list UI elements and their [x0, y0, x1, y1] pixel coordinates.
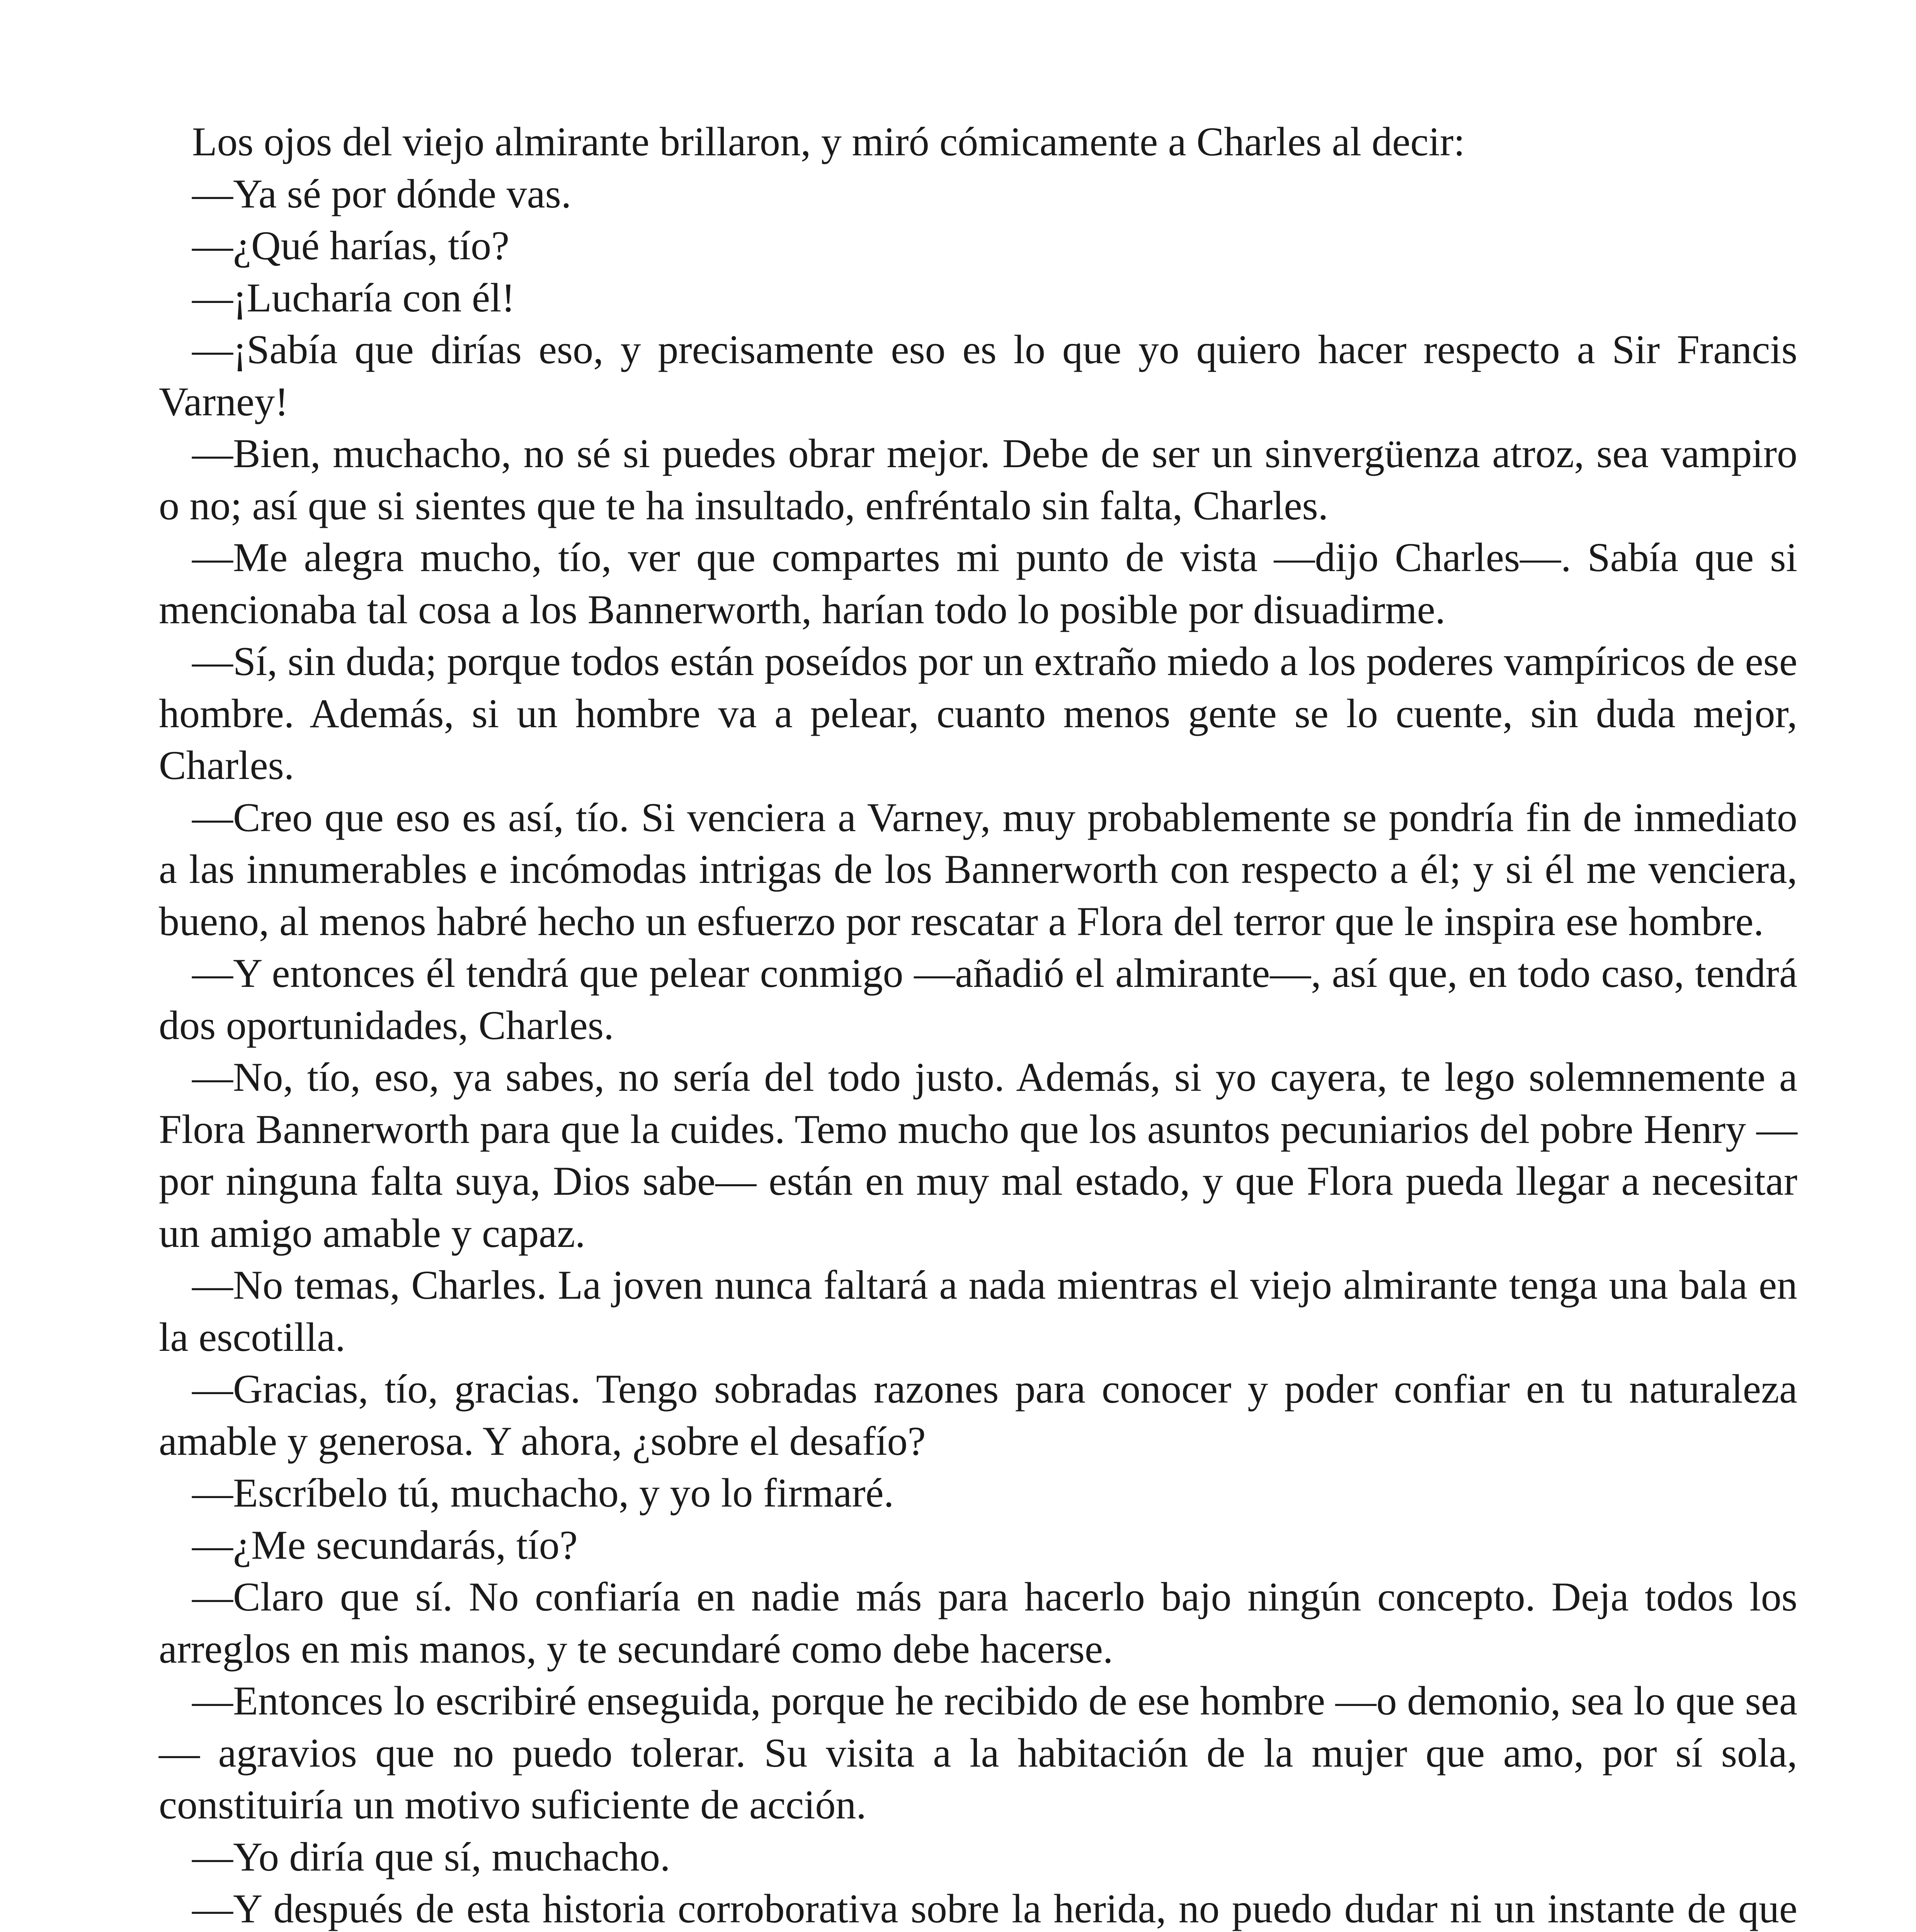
- paragraph: —Sí, sin duda; porque todos están poseídos por un extraño miedo a los poderes vampíricos de ese hombre. Además, si un hombre va a pelear, cuanto menos gente se lo cuente, sin duda mejor, Charles.: [159, 639, 1797, 788]
- paragraph: —Creo que eso es así, tío. Si venciera a Varney, muy probablemente se pondría fin de inmediato a las innumerables e incómodas intrigas de los Bannerworth con respecto a él; y si él me venciera, bueno, al menos habré hecho un esfuerzo por rescatar a Flora del terror que le inspira ese hombre.: [159, 794, 1797, 944]
- paragraph: —¿Qué harías, tío?: [192, 223, 510, 268]
- paragraph: —Escríbelo tú, muchacho, y yo lo firmaré.: [192, 1470, 894, 1515]
- paragraph: —Bien, muchacho, no sé si puedes obrar mejor. Debe de ser un sinvergüenza atroz, sea vampiro o no; así que si sientes que te ha insultado, enfréntalo sin falta, Charles.: [159, 431, 1797, 528]
- page-body: [159, 116, 1797, 1932]
- paragraph: —¡Lucharía con él!: [192, 275, 515, 320]
- paragraph: —No, tío, eso, ya sabes, no sería del todo justo. Además, si yo cayera, te lego solemnemente a Flora Bannerworth para que la cuides. Temo mucho que los asuntos pecuniarios del pobre Henry —por ninguna falta suya, Dios sabe— están en muy mal estado, y que Flora pueda llegar a necesitar un amigo amable y capaz.: [159, 1054, 1797, 1256]
- paragraph: —Me alegra mucho, tío, ver que compartes mi punto de vista —dijo Charles—. Sabía que si mencionaba tal cosa a los Bannerworth, harían todo lo posible por disuadirme.: [159, 535, 1797, 632]
- paragraph: —¡Sabía que dirías eso, y precisamente eso es lo que yo quiero hacer respecto a Sir Francis Varney!: [159, 327, 1797, 424]
- paragraph: —Claro que sí. No confiaría en nadie más para hacerlo bajo ningún concepto. Deja todos los arreglos en mis manos, y te secundaré como debe hacerse.: [159, 1574, 1797, 1672]
- paragraph: —Yo diría que sí, muchacho.: [192, 1834, 670, 1879]
- paragraph: —Y después de esta historia corroborativa sobre la herida, no puedo dudar ni un instante de que: [192, 1886, 1797, 1931]
- paragraph: —No temas, Charles. La joven nunca faltará a nada mientras el viejo almirante tenga una bala en la escotilla.: [159, 1262, 1797, 1360]
- paragraph: —Y entonces él tendrá que pelear conmigo —añadió el almirante—, así que, en todo caso, tendrá dos oportunidades, Charles.: [159, 951, 1797, 1048]
- paragraph: —Gracias, tío, gracias. Tengo sobradas razones para conocer y poder confiar en tu naturaleza amable y generosa. Y ahora, ¿sobre el desafío?: [159, 1366, 1797, 1464]
- paragraph: —Entonces lo escribiré enseguida, porque he recibido de ese hombre —o demonio, sea lo que sea— agravios que no puedo tolerar. Su visita a la habitación de la mujer que amo, por sí sola, constituiría un motivo suficiente de acción.: [159, 1678, 1797, 1827]
- paragraph: —¿Me secundarás, tío?: [192, 1522, 578, 1568]
- paragraph: Los ojos del viejo almirante brillaron, y miró cómicamente a Charles al decir:: [192, 119, 1465, 164]
- paragraph: —Ya sé por dónde vas.: [192, 171, 572, 216]
